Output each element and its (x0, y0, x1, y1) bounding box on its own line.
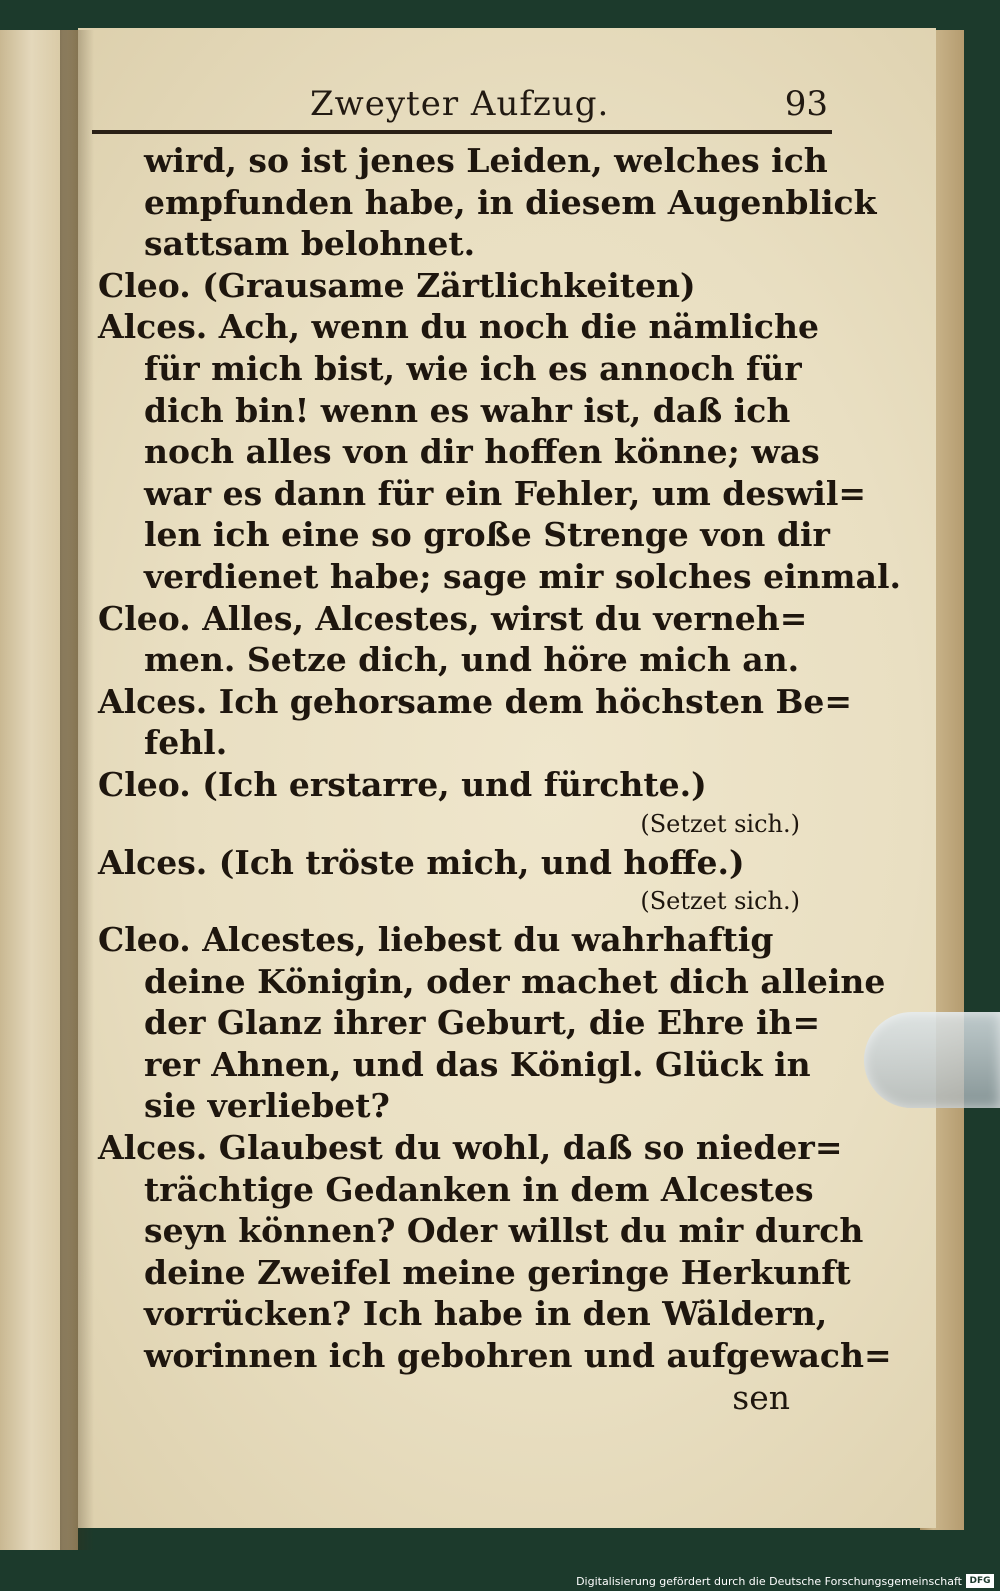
line-text: für mich bist, wie ich es annoch für (144, 348, 802, 388)
line-text: deine Königin, oder machet dich alleine (144, 961, 886, 1001)
text-line (98, 1252, 851, 1294)
footer-credit: Digitalisierung gefördert durch die Deutsche Forschungsgemeinschaft (576, 1575, 962, 1588)
speech-line (98, 1127, 848, 1169)
speaker-name: Alces. (98, 1128, 208, 1168)
line-text: empfunden habe, in diesem Augenblick (144, 182, 877, 222)
line-text: len ich eine so große Strenge von dir (144, 515, 830, 555)
line-text: der Glanz ihrer Geburt, die Ehre ih= (144, 1003, 821, 1043)
line-text: (Grausame Zärtlichkeiten) (190, 265, 696, 305)
body-text (98, 140, 901, 1418)
line-text: seyn können? Oder willst du mir durch (144, 1211, 864, 1251)
speech-line (98, 265, 848, 307)
text-line (98, 223, 848, 265)
line-text: men. Setze dich, und höre mich an. (144, 640, 800, 680)
catchword: sen (732, 1377, 790, 1417)
line-text: deine Zweifel meine geringe Herkunft (144, 1252, 851, 1292)
speaker-name: Alces. (98, 842, 208, 882)
speech-line (98, 598, 848, 640)
text-line (98, 1210, 864, 1252)
text-line (98, 1335, 892, 1377)
line-text: dich bin! wenn es wahr ist, daß ich (144, 390, 791, 430)
text-line (98, 1085, 848, 1127)
speaker-name: Cleo. (98, 598, 191, 638)
page-header (100, 84, 836, 134)
text-line (98, 348, 848, 390)
line-text: trächtige Gedanken in dem Alcestes (144, 1169, 814, 1209)
speech-line (98, 842, 848, 884)
line-text: Ich gehorsame dem höchsten Be= (207, 681, 853, 721)
header-rule (92, 130, 832, 134)
gutter-shadow (60, 30, 94, 1550)
text-line (98, 514, 848, 556)
speech-line (98, 306, 848, 348)
footer-bar (0, 1569, 1000, 1591)
line-text: (Ich tröste mich, und hoffe.) (207, 842, 745, 882)
line-text: Alcestes, liebest du wahrhaftig (190, 920, 774, 960)
text-line (98, 1293, 848, 1335)
stage-direction: (Setzet sich.) (640, 887, 800, 916)
line-text: war es dann für ein Fehler, um deswil= (144, 473, 867, 513)
page-number: 93 (784, 84, 828, 124)
line-text: worinnen ich gebohren und aufgewach= (144, 1336, 892, 1376)
line-text: vorrücken? Ich habe in den Wäldern, (144, 1294, 828, 1334)
line-text: Ach, wenn du noch die nämliche (207, 307, 820, 347)
line-text: Alles, Alcestes, wirst du verneh= (190, 598, 808, 638)
text-line (98, 722, 848, 764)
speaker-name: Cleo. (98, 265, 191, 305)
stage-direction: (Setzet sich.) (640, 809, 800, 838)
line-text: wird, so ist jenes Leiden, welches ich (144, 141, 828, 180)
speaker-name: Cleo. (98, 920, 191, 960)
line-text: sie verliebet? (144, 1086, 390, 1126)
text-line (98, 961, 886, 1003)
text-line (98, 1169, 848, 1211)
speaker-name: Cleo. (98, 764, 191, 804)
text-line (98, 182, 877, 224)
text-line (98, 473, 867, 515)
speech-line (98, 681, 853, 723)
line-text: Glaubest du wohl, daß so nieder= (207, 1128, 843, 1168)
text-line (98, 1044, 848, 1086)
speech-line (98, 919, 848, 961)
text-line (98, 556, 901, 598)
page-clip (864, 1012, 1000, 1108)
text-line (98, 639, 848, 681)
text-line (98, 390, 848, 432)
running-title: Zweyter Aufzug. (310, 84, 610, 124)
dfg-logo: DFG (966, 1574, 994, 1588)
line-text: verdienet habe; sage mir solches einmal. (144, 556, 901, 596)
speaker-name: Alces. (98, 307, 208, 347)
speech-line (98, 764, 848, 806)
text-line (98, 1002, 848, 1044)
line-text: (Ich erstarre, und fürchte.) (190, 764, 707, 804)
text-line (98, 140, 848, 182)
line-text: sattsam belohnet. (144, 224, 476, 264)
text-line (98, 431, 848, 473)
line-text: rer Ahnen, und das Königl. Glück in (144, 1044, 811, 1084)
speaker-name: Alces. (98, 681, 208, 721)
line-text: fehl. (144, 723, 228, 763)
line-text: noch alles von dir hoffen könne; was (144, 432, 820, 472)
